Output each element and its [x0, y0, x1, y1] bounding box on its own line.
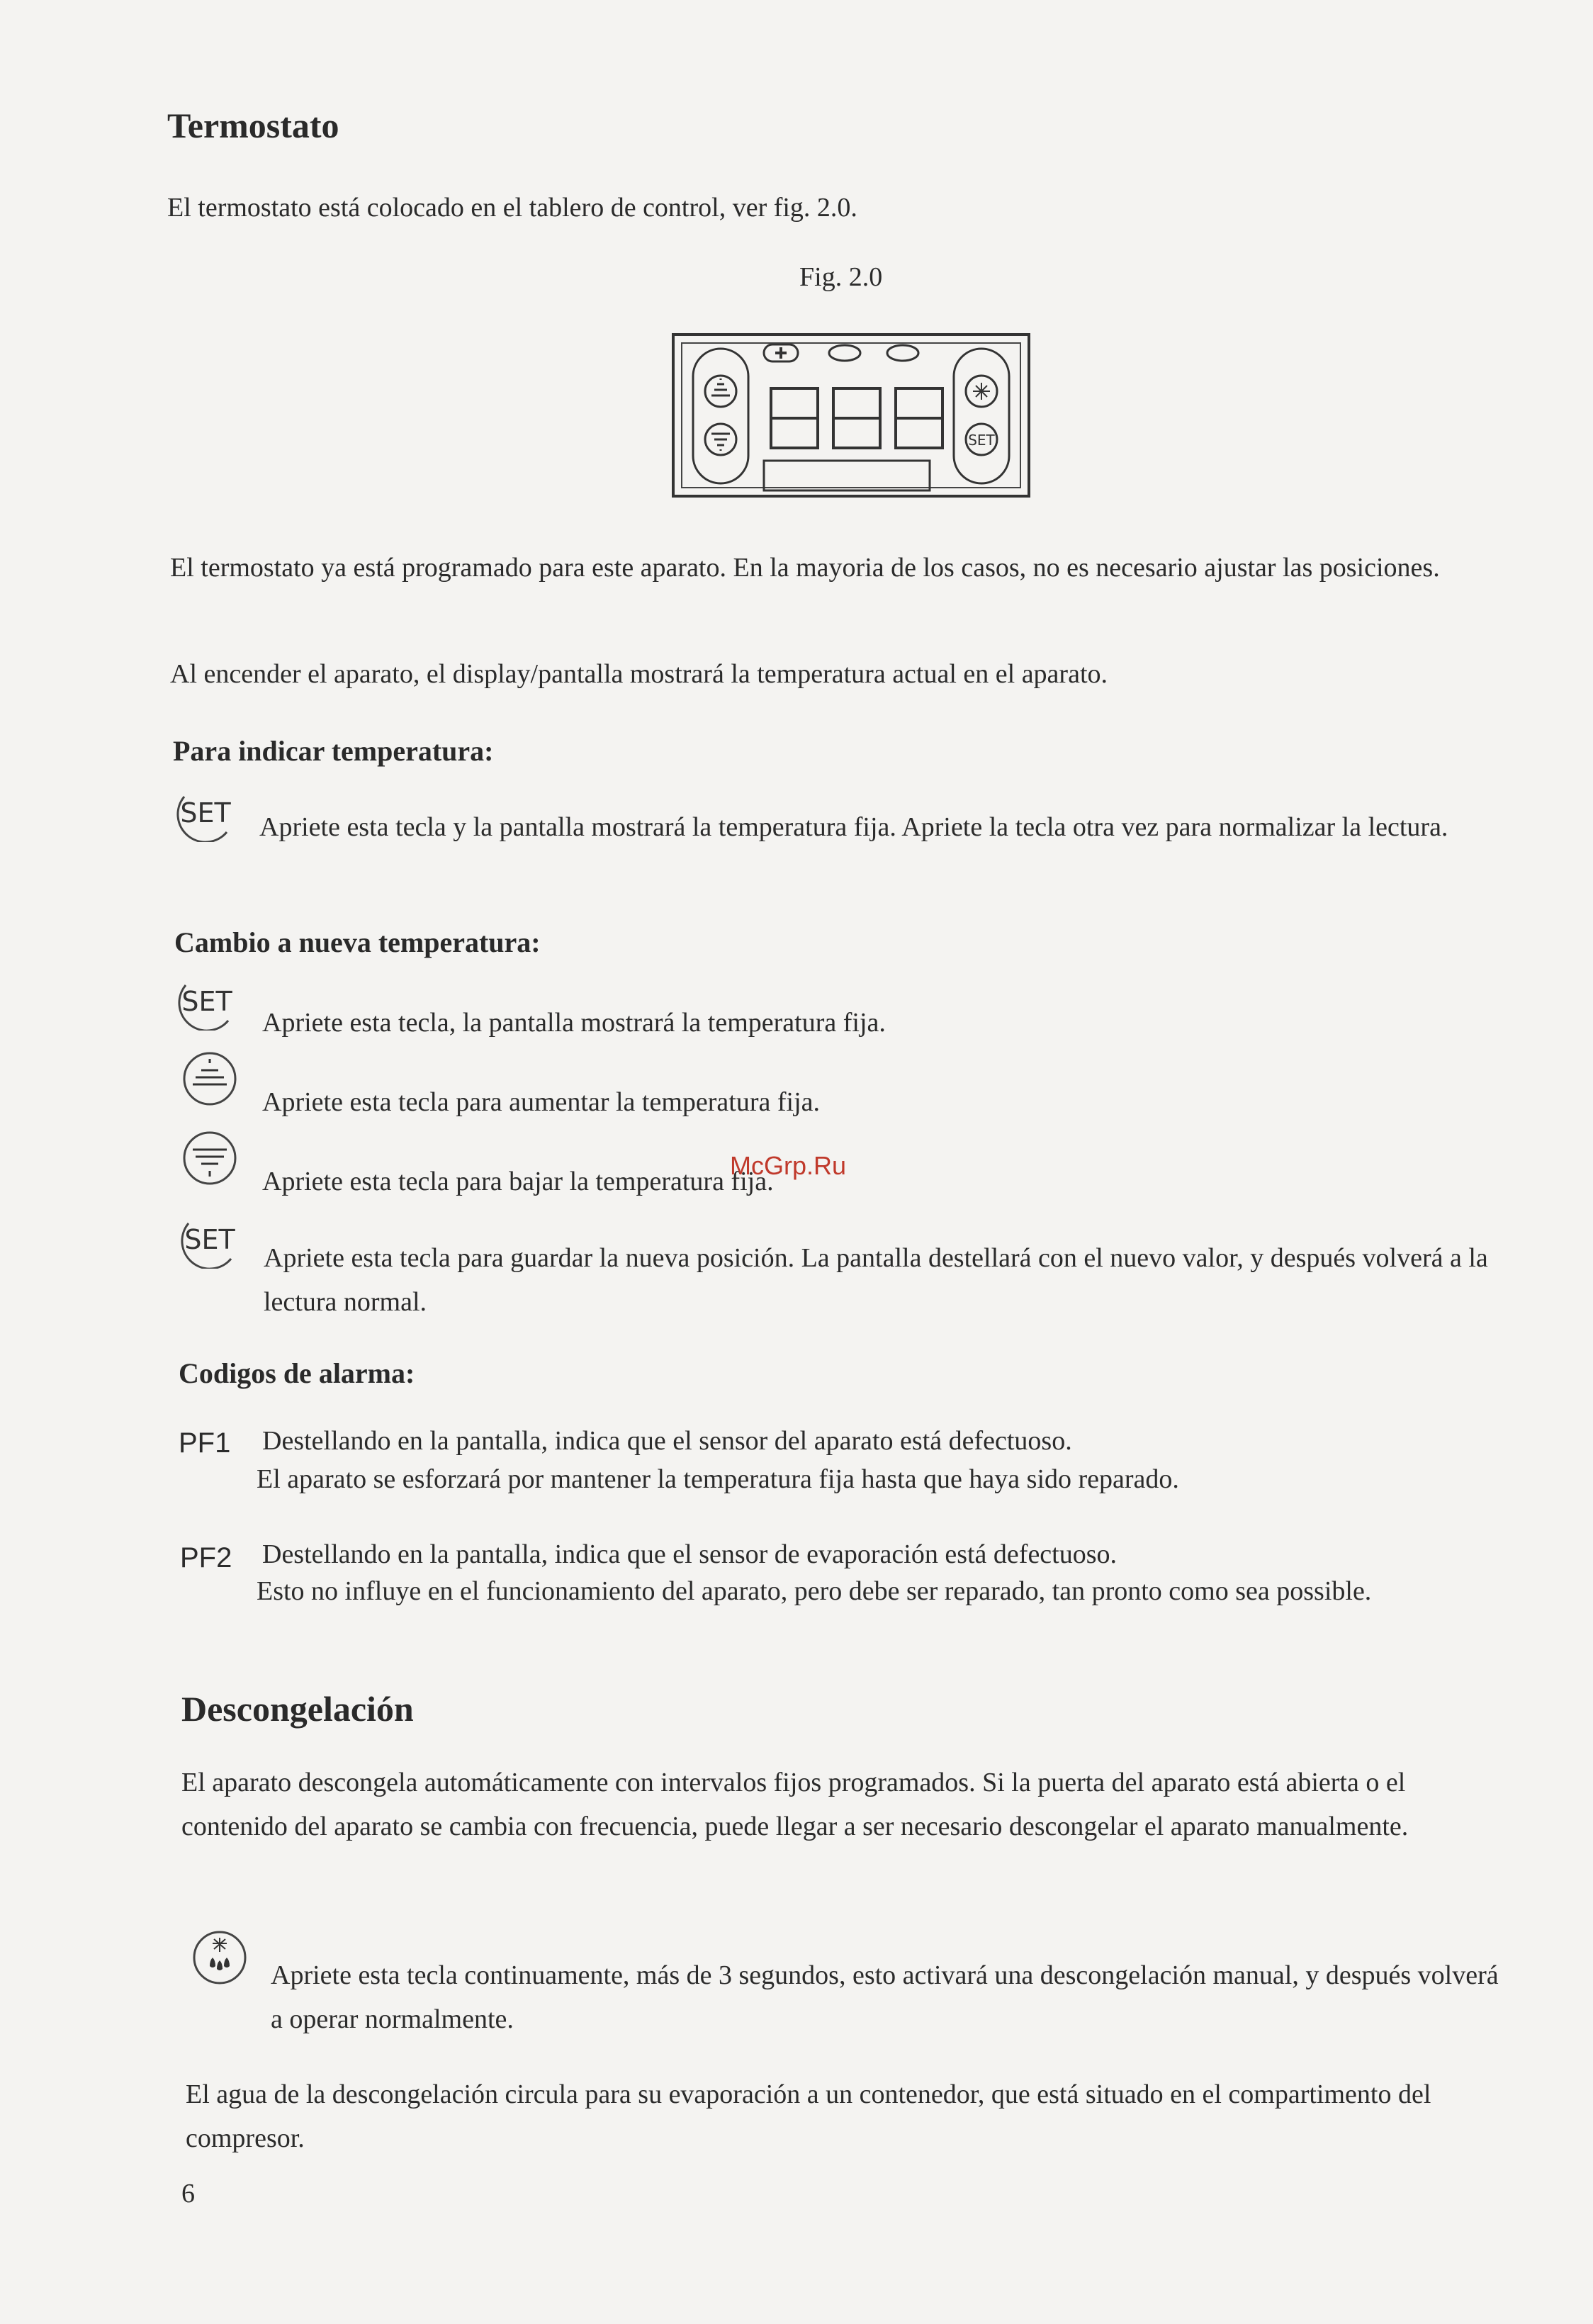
svg-text:SET: SET [968, 432, 995, 449]
heading-cambio: Cambio a nueva temperatura: [174, 926, 541, 958]
alarm-code-pf1: PF1 [179, 1427, 231, 1459]
descongelacion-paragraph-2: El agua de la descongelación circula para su evaporación a un contenedor, que está situado en el compartimento del compresor. [186, 2079, 1431, 2153]
section-title-termostato: Termostato [167, 106, 339, 145]
set-key-icon [966, 424, 997, 455]
decrease-key-icon [180, 1128, 240, 1188]
right-button-housing [954, 349, 1009, 483]
left-button-housing [693, 349, 748, 483]
svg-text:SET: SET [184, 1224, 235, 1255]
descongelacion-paragraph-1: El aparato descongela automáticamente con intervalos fijos programados. Si la puerta del aparato está abierta o el contenido del aparato se cambia con frecuencia, puede llegar a ser necesario descongelar el aparato manualmente. [181, 1768, 1409, 1841]
increase-key-icon [180, 1049, 240, 1108]
indicar-set-text: Apriete esta tecla y la pantalla mostrará la temperatura fija. Apriete la tecla otra vez para normalizar la lectura. [259, 812, 1448, 842]
set-key-icon [180, 1209, 240, 1269]
cambio-step-4: Apriete esta tecla para guardar la nueva posición. La pantalla destellará con el nuevo valor, y después volverá a la lectura normal. [264, 1243, 1488, 1317]
heading-indicar: Para indicar temperatura: [173, 735, 494, 767]
set-key-icon [177, 971, 237, 1031]
cambio-step-1: Apriete esta tecla, la pantalla mostrará la temperatura fija. [262, 1008, 886, 1038]
manual-defrost-key-icon [190, 1928, 249, 1987]
up-key-icon [705, 376, 736, 407]
alarm-pf1-line-2: El aparato se esforzará por mantener la temperatura fija hasta que haya sido reparado. [257, 1464, 1179, 1494]
section-title-descongelacion: Descongelación [181, 1689, 414, 1729]
descongelacion-key-text: Apriete esta tecla continuamente, más de 3 segundos, esto activará una descongelación manual, y después volverá a operar normalmente. [271, 1960, 1499, 2034]
thermostat-panel-figure [672, 333, 1030, 498]
termostato-paragraph-2: Al encender el aparato, el display/pantalla mostrará la temperatura actual en el aparato. [170, 659, 1108, 689]
defrost-key-icon [966, 376, 997, 407]
cambio-step-3: Apriete esta tecla para bajar la temperatura fija. [262, 1167, 774, 1196]
indicator-icons [764, 344, 918, 361]
watermark: McGrp.Ru [730, 1151, 847, 1180]
termostato-intro: El termostato está colocado en el tablero de control, ver fig. 2.0. [167, 193, 857, 223]
svg-text:SET: SET [180, 797, 231, 829]
set-key-icon [176, 782, 235, 842]
label-slot [764, 461, 930, 490]
svg-text:SET: SET [181, 986, 232, 1017]
down-key-icon [705, 424, 736, 455]
seven-segment-display [771, 388, 942, 448]
figure-caption: Fig. 2.0 [799, 262, 883, 292]
heading-alarma: Codigos de alarma: [179, 1357, 415, 1389]
alarm-pf2-line-2: Esto no influye en el funcionamiento del aparato, pero debe ser reparado, tan pronto como sea possible. [257, 1576, 1372, 1606]
alarm-pf1-line-1: Destellando en la pantalla, indica que el sensor del aparato está defectuoso. [262, 1426, 1072, 1456]
alarm-code-pf2: PF2 [180, 1542, 232, 1573]
termostato-paragraph-1: El termostato ya está programado para este aparato. En la mayoria de los casos, no es necesario ajustar las posiciones. [170, 553, 1440, 583]
alarm-pf2-line-1: Destellando en la pantalla, indica que el sensor de evaporación está defectuoso. [262, 1539, 1118, 1569]
page-number: 6 [181, 2179, 195, 2208]
cambio-step-2: Apriete esta tecla para aumentar la temperatura fija. [262, 1087, 820, 1117]
